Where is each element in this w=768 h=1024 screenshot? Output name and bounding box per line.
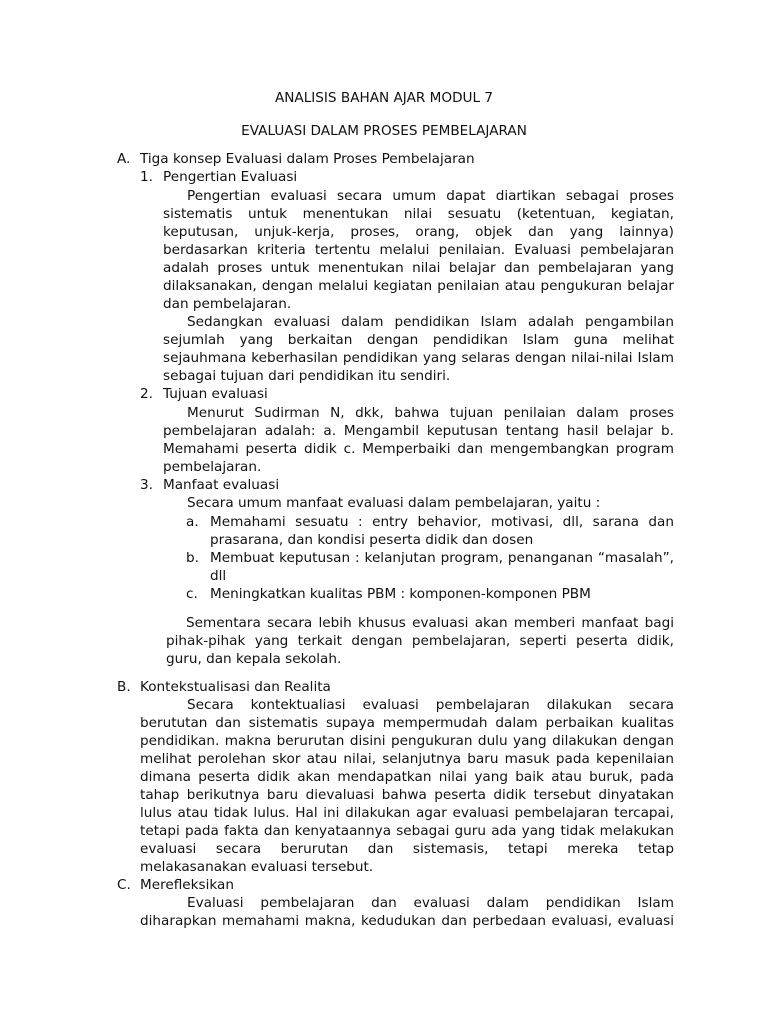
item-1-paragraph-2: Sedangkan evaluasi dalam pendidikan Islam adalah pengambilan sejumlah yang berkaitan dengan pendidikan Islam guna melihat sejauhmana keberhasilan pendidikan yang selaras dengan nilai-nilai Islam sebagai tujuan dari pendidikan itu sendiri. <box>163 314 674 384</box>
item-2-marker: 2. <box>140 386 153 402</box>
item-3-intro-row <box>0 494 768 512</box>
list-item-marker: b. <box>186 550 199 566</box>
item-3-heading-row <box>0 476 768 494</box>
list-item-marker: c. <box>186 586 198 602</box>
document-subtitle: EVALUASI DALAM PROSES PEMBELAJARAN <box>241 123 527 139</box>
item-3-heading: Manfaat evaluasi <box>163 477 280 493</box>
item-2-heading-row <box>0 385 768 403</box>
section-b-heading-row <box>0 678 768 696</box>
section-a-marker: A. <box>117 151 131 167</box>
list-item-text: Memahami sesuatu : entry behavior, motivasi, dll, sarana dan prasarana, dan kondisi peserta didik dan dosen <box>210 514 674 548</box>
section-c-heading-row <box>0 876 768 894</box>
item-1-marker: 1. <box>140 169 153 185</box>
list-item <box>186 513 674 551</box>
item-3-intro: Secara umum manfaat evaluasi dalam pembelajaran, yaitu : <box>187 495 601 511</box>
section-c-body <box>140 894 674 930</box>
section-a-heading-row <box>0 150 768 168</box>
item-2-body <box>163 404 674 476</box>
section-b-marker: B. <box>117 679 131 695</box>
list-item <box>186 585 674 605</box>
item-2-paragraph-1: Menurut Sudirman N, dkk, bahwa tujuan penilaian dalam proses pembelajaran adalah: a. Mengambil keputusan tentang hasil belajar b. Memahami peserta didik c. Memperbaiki dan mengembangkan program pembelajaran. <box>163 405 674 475</box>
section-c-heading: Merefleksikan <box>140 877 234 893</box>
list-item-text: Meningkatkan kualitas PBM : komponen-komponen PBM <box>210 586 591 602</box>
section-c-paragraph-1: Evaluasi pembelajaran dan evaluasi dalam pendidikan Islam diharapkan memahami makna, kedudukan dan perbedaan evaluasi, evaluasi <box>140 895 674 929</box>
item-1-heading: Pengertian Evaluasi <box>163 169 298 185</box>
item-3-marker: 3. <box>140 477 153 493</box>
item-3-closing <box>166 614 674 668</box>
section-a-heading: Tiga konsep Evaluasi dalam Proses Pembelajaran <box>140 151 475 167</box>
item-1-heading-row <box>0 168 768 186</box>
section-c-marker: C. <box>117 877 131 893</box>
item-1-body <box>163 187 674 385</box>
document-title: ANALISIS BAHAN AJAR MODUL 7 <box>274 90 494 106</box>
item-1-paragraph-1: Pengertian evaluasi secara umum dapat diartikan sebagai proses sistematis untuk menentukan nilai sesuatu (ketentuan, kegiatan, keputusan, unjuk-kerja, proses, orang, objek dan yang lainnya) berdasarkan kriteria tertentu melalui penilaian. Evaluasi pembelajaran adalah proses untuk menentukan nilai belajar dan pembelajaran yang dilaksanakan, dengan melalui kegiatan penilaian atau pengukuran belajar dan pembelajaran. <box>163 188 674 312</box>
list-item-text: Membuat keputusan : kelanjutan program, penanganan “masalah”, dll <box>210 550 674 584</box>
list-item <box>186 549 674 587</box>
section-b-body <box>140 696 674 876</box>
section-b-paragraph-1: Secara kontektualiasi evaluasi pembelajaran dilakukan secara berututan dan sistematis supaya mempermudah dalam perbaikan kualitas pendidikan. makna berurutan disini pengukuran dulu yang dilakukan dengan melihat perolehan skor atau nilai, selanjutnya baru masuk pada kepenilaian dimana peserta didik akan mendapatkan nilai yang baik atau buruk, pada tahap berikutnya baru dievaluasi bahwa peserta didik tersebut dinyatakan lulus atau tidak lulus. Hal ini dilakukan agar evaluasi pembelajaran tercapai, tetapi pada fakta dan kenyataannya sebagai guru ada yang tidak melakukan evaluasi secara berurutan dan sistemasis, tetapi mereka tetap melakasanakan evaluasi tersebut. <box>140 697 674 875</box>
list-item-marker: a. <box>186 514 199 530</box>
item-3-closing-paragraph: Sementara secara lebih khusus evaluasi akan memberi manfaat bagi pihak-pihak yang terkait dengan pembelajaran, seperti peserta didik, guru, dan kepala sekolah. <box>166 615 674 667</box>
section-b-heading: Kontekstualisasi dan Realita <box>140 679 331 695</box>
item-2-heading: Tujuan evaluasi <box>163 386 268 402</box>
